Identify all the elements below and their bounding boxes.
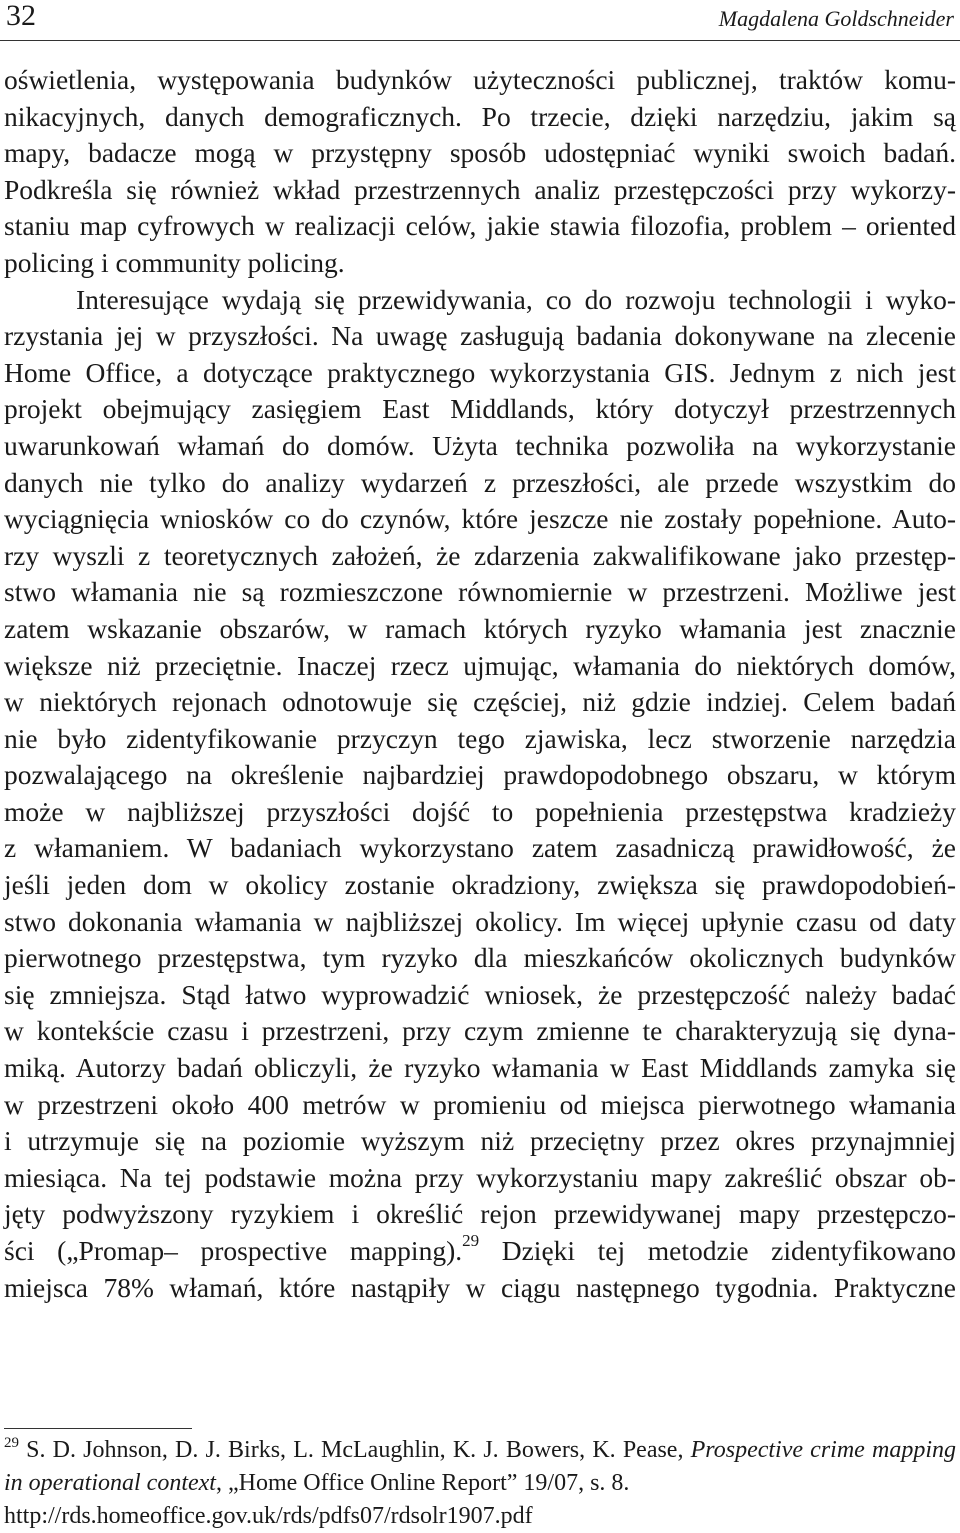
footnote-number: 29	[4, 1435, 19, 1451]
footnote-url[interactable]: http://rds.homeoffice.gov.uk/rds/pdfs07/rdsolr1907.pdf	[4, 1503, 533, 1529]
text-line: w przestrzeni około 400 metrów w promieniu od miejsca pierwotnego włamania	[4, 1088, 956, 1120]
text-line: projekt obejmujący zasięgiem East Middlands, który dotyczył przestrzennych	[4, 393, 956, 425]
footnote-title: in operational context	[4, 1470, 216, 1496]
text-line: jeśli jeden dom w okolicy zostanie okradziony, zwiększa się prawdopodobień-	[4, 869, 956, 901]
header-rule	[0, 40, 960, 41]
text-line: większe niż przeciętnie. Inaczej rzecz ujmując, włamania do niektórych domów,	[4, 649, 956, 681]
text-line: stwo włamania nie są rozmieszczone równomiernie w przestrzeni. Możliwe jest	[4, 576, 956, 608]
text-line-with-footnote-ref	[4, 1233, 956, 1270]
text-line: miejsca 78% włamań, które nastąpiły w ciągu następnego tygodnia. Praktyczne	[4, 1271, 956, 1303]
text-line: nie było zidentyfikowanie przyczyn tego zjawiska, lecz stworzenie narzędzia	[4, 722, 956, 754]
running-header-author: Magdalena Goldschneider	[718, 6, 954, 31]
text-line: się zmniejsza. Stąd łatwo wyprowadzić wniosek, że przestępczość należy badać	[4, 978, 956, 1010]
text-line: rzystania jej w przyszłości. Na uwagę zasługują badania dokonywane na zlecenie	[4, 320, 956, 352]
footnote-source: , „Home Office Online Report” 19/07, s. 8.	[215, 1470, 630, 1496]
text-line: mapy, badacze mogą w przystępny sposób udostępniać wyniki swoich badań.	[4, 137, 956, 169]
text-line: policing i community policing.	[4, 246, 345, 278]
text-line: pozwalającego na określenie najbardziej prawdopodobnego obszaru, w którym	[4, 759, 956, 791]
text-line: rzy wyszli z teoretycznych założeń, że zdarzenia zakwalifikowane jako przestęp-	[4, 539, 956, 571]
footnote-authors: S. D. Johnson, D. J. Birks, L. McLaughlin, K. J. Bowers, K. Pease,	[19, 1437, 691, 1463]
text-line: uwarunkowań włamań do domów. Użyta technika pozwoliła na wykorzystanie	[4, 429, 956, 461]
text-line: Interesujące wydają się przewidywania, co do rozwoju technologii i wyko-	[76, 283, 956, 315]
footnote-reference[interactable]: 29	[462, 1231, 480, 1250]
footnote-line	[4, 1434, 956, 1467]
text-line: staniu map cyfrowych w realizacji celów, jakie stawia filozofia, problem – oriented	[4, 210, 956, 242]
text-line: i utrzymuje się na poziomie wyższym niż przeciętny przez okres przynajmniej	[4, 1125, 956, 1157]
text-fragment: Dzięki tej metodzie zidentyfikowano	[479, 1235, 956, 1266]
text-line: miesiąca. Na tej podstawie można przy wykorzystaniu mapy zakreślić obszar ob-	[4, 1161, 956, 1193]
text-line: nikacyjnych, danych demograficznych. Po trzecie, dzięki narzędziu, jakim są	[4, 100, 956, 132]
text-line: Home Office, a dotyczące praktycznego wykorzystania GIS. Jednym z nich jest	[4, 356, 956, 388]
text-line: zatem wskazanie obszarów, w ramach których ryzyko włamania jest znacznie	[4, 612, 956, 644]
footnote-line	[4, 1467, 956, 1500]
page-number: 32	[6, 0, 36, 32]
text-line: Podkreśla się również wkład przestrzennych analiz przestępczości przy wykorzy-	[4, 173, 956, 205]
body-text	[4, 62, 956, 1306]
text-line: w niektórych rejonach odnotowuje się częściej, niż gdzie indziej. Celem badań	[4, 686, 956, 718]
footnotes	[4, 1434, 956, 1533]
page-header	[0, 0, 960, 40]
text-line: jęty podwyższony ryzykiem i określić rejon przewidywanej mapy przestępczo-	[4, 1198, 956, 1230]
text-line: może w najbliższej przyszłości dojść to popełnienia przestępstwa kradzieży	[4, 795, 956, 827]
text-fragment: ści („Promap– prospective mapping).	[4, 1235, 463, 1266]
footnote-title: Prospective crime mapping	[690, 1437, 956, 1463]
text-line: z włamaniem. W badaniach wykorzystano zatem zasadniczą prawidłowość, że	[4, 832, 956, 864]
text-line: w kontekście czasu i przestrzeni, przy czym zmienne te charakteryzują się dyna-	[4, 1015, 956, 1047]
text-line: oświetlenia, występowania budynków użyteczności publicznej, traktów komu-	[4, 64, 956, 95]
text-line: miką. Autorzy badań obliczyli, że ryzyko włamania w East Middlands zamyka się	[4, 1052, 956, 1084]
text-line: danych nie tylko do analizy wydarzeń z przeszłości, ale przede wszystkim do	[4, 466, 956, 498]
text-line: wyciągnięcia wniosków co do czynów, które jeszcze nie zostały popełnione. Auto-	[4, 503, 956, 535]
footnote-rule	[4, 1428, 192, 1429]
text-line: pierwotnego przestępstwa, tym ryzyko dla mieszkańców okolicznych budynków	[4, 942, 956, 974]
text-line: stwo dokonania włamania w najbliższej okolicy. Im więcej upłynie czasu od daty	[4, 905, 956, 937]
